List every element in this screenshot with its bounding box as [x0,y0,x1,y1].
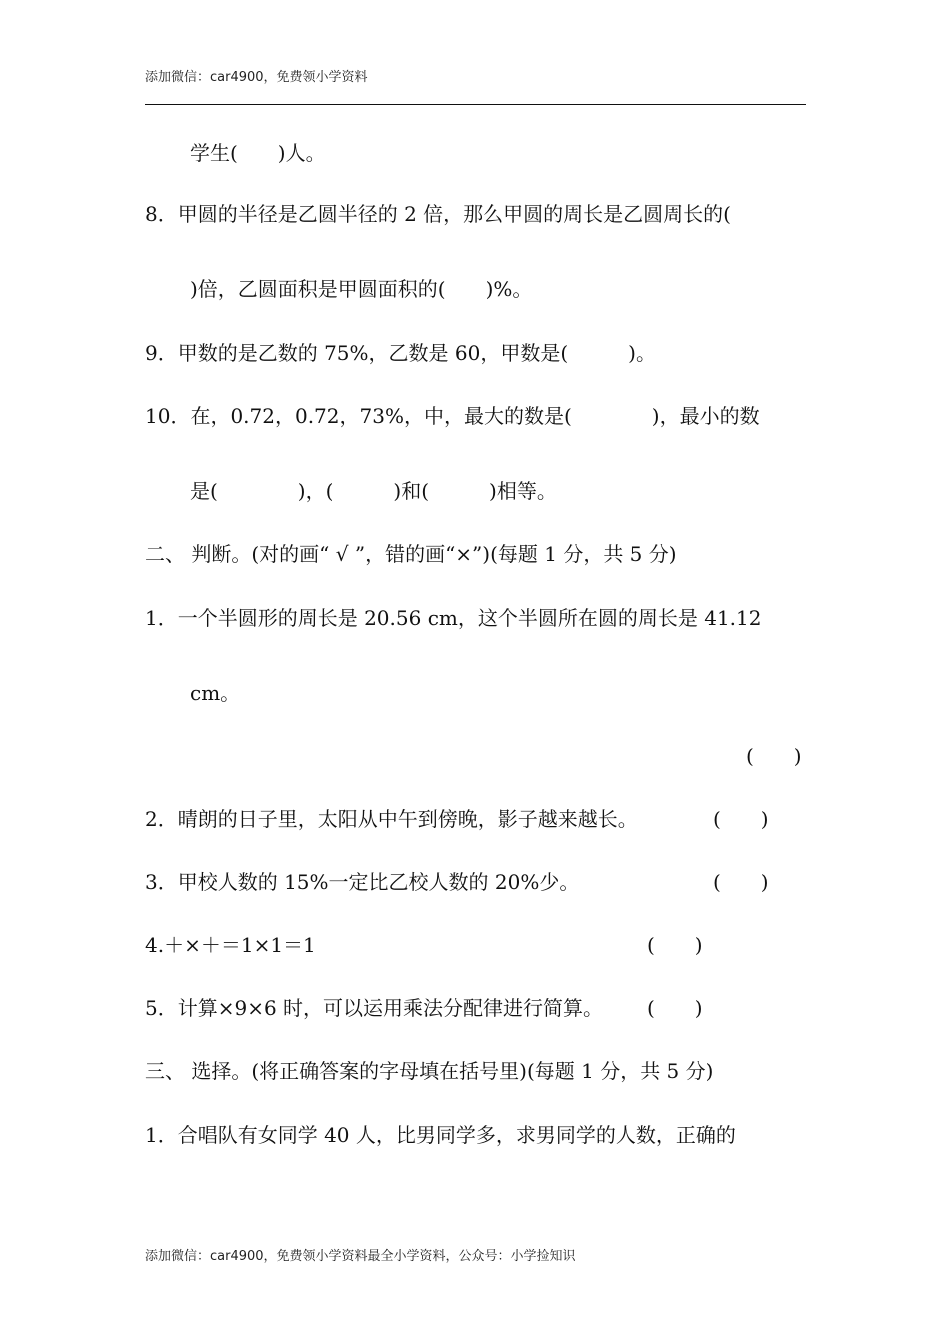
answer-blank-5[interactable]: ( ) [647,996,703,1020]
question-7-continuation: 学生( )人。 [190,141,326,165]
answer-blank-3[interactable]: ( ) [713,870,769,894]
question-10: 10．在，0.72，0.72，73%，中，最大的数是( )，最小的数 [145,404,760,428]
judge-question-5: 5．计算×9×6 时，可以运用乘法分配律进行简算。 [145,996,604,1020]
section-3-heading: 三、 选择。(将正确答案的字母填在括号里)(每题 1 分，共 5 分) [145,1059,714,1083]
judge-question-1: 1．一个半圆形的周长是 20.56 cm，这个半圆所在圆的周长是 41.12 [145,606,762,630]
question-9: 9．甲数的是乙数的 75%，乙数是 60，甲数是( )。 [145,341,656,365]
choice-question-1: 1．合唱队有女同学 40 人，比男同学多，求男同学的人数，正确的 [145,1123,736,1147]
header-watermark: 添加微信：car4900，免费领小学资料 [145,70,368,85]
question-10-continuation: 是( )，( )和( )相等。 [190,479,557,503]
answer-blank-2[interactable]: ( ) [713,807,769,831]
answer-blank-1[interactable]: ( ) [746,744,802,768]
judge-question-2: 2．晴朗的日子里，太阳从中午到傍晚，影子越来越长。 [145,807,638,831]
judge-question-3: 3．甲校人数的 15%一定比乙校人数的 20%少。 [145,870,580,894]
judge-question-4: 4.＋×＋＝1×1＝1 [145,933,316,957]
section-2-heading: 二、 判断。(对的画“ √ ”，错的画“×”)(每题 1 分，共 5 分) [145,542,677,566]
answer-blank-4[interactable]: ( ) [647,933,703,957]
question-8: 8．甲圆的半径是乙圆半径的 2 倍，那么甲圆的周长是乙圆周长的( [145,202,731,226]
footer-watermark: 添加微信：car4900，免费领小学资料最全小学资料，公众号：小学捡知识 [145,1249,576,1264]
header-divider [145,104,806,105]
question-8-continuation: )倍，乙圆面积是甲圆面积的( )%。 [190,277,533,301]
judge-question-1-continuation: cm。 [190,681,241,705]
